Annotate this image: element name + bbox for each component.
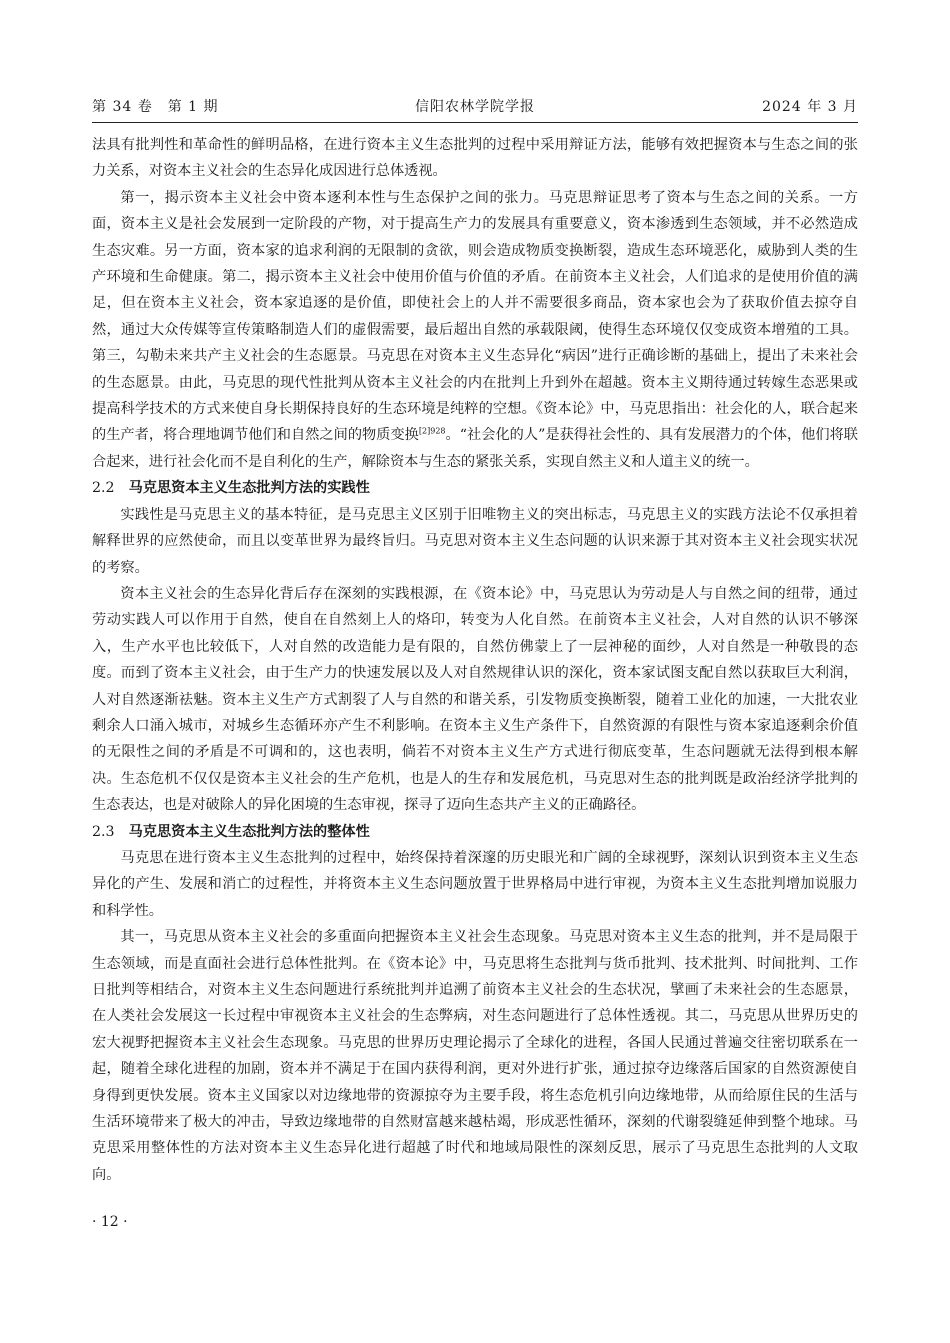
journal-name: 信阳农林学院学报 <box>415 99 535 115</box>
paragraph-dialectic-tension <box>92 185 858 475</box>
paragraph-practice-roots: 资本主义社会的生态异化背后存在深刻的实践根源，在《资本论》中，马克思认为劳动是人与自然之间的纽带，通过劳动实践人可以作用于自然，使自在自然刻上人的烙印，转变为人化自然。在前资本主义社会，人对自然的认识不够深入，生产水平也比较低下，人对自然的改造能力是有限的，自然仿佛蒙上了一层神秘的面纱，人对自然是一种敬畏的态度。而到了资本主义社会，由于生产力的快速发展以及人对自然规律认识的深化，资本家试图支配自然以获取巨大利润，人对自然逐渐祛魅。资本主义生产方式割裂了人与自然的和谐关系，引发物质变换断裂，随着工业化的加速，一大批农业剩余人口涌入城市，对城乡生态循环亦产生不利影响。在资本主义生产条件下，自然资源的有限性与资本家追逐剩余价值的无限性之间的矛盾是不可调和的，这也表明，倘若不对资本主义生产方式进行彻底变革，生态问题就无法得到根本解决。生态危机不仅仅是资本主义社会的生产危机，也是人的生存和发展危机，马克思对生态的批判既是政治经济学批判的生态表达，也是对破除人的异化困境的生态审视，探寻了迈向生态共产主义的正确路径。 <box>92 585 858 814</box>
section-number: 2.2 <box>92 480 115 497</box>
journal-volume-issue: 第 34 卷 第 1 期 <box>92 99 219 115</box>
section-heading-2-3 <box>92 819 858 845</box>
paragraph-continued: 法具有批判性和革命性的鲜明品格，在进行资本主义生态批判的过程中采用辩证方法，能够有效把握资本与生态之间的张力关系，对资本主义社会的生态异化成因进行总体透视。 <box>92 137 858 180</box>
paragraph-text: 。“社会化的人”是获得社会性的、具有发展潜力的个体，他们将联合起来，进行社会化而不是自利化的生产，解除资本与生态的紧张关系，实现自然主义和人道主义的统一。 <box>92 427 858 470</box>
paragraph-wholeness: 马克思在进行资本主义生态批判的过程中，始终保持着深邃的历史眼光和广阔的全球视野，深刻认识到资本主义生态异化的产生、发展和消亡的过程性，并将资本主义生态问题放置于世界格局中进行审视，为资本主义生态批判增加说服力和科学性。 <box>92 849 858 919</box>
section-heading-2-2 <box>92 475 858 501</box>
section-number: 2.3 <box>92 823 115 840</box>
header-rule <box>92 122 858 123</box>
page-number: · 12 · <box>92 1214 128 1230</box>
article-body <box>92 132 858 1188</box>
publication-date: 2024 年 3 月 <box>762 99 858 115</box>
running-header <box>92 92 858 122</box>
paragraph-practicality: 实践性是马克思主义的基本特征，是马克思主义区别于旧唯物主义的突出标志，马克思主义的实践方法论不仅承担着解释世界的应然使命，而且以变革世界为最终旨归。马克思对资本主义生态问题的认识来源于其对资本主义社会现实状况的考察。 <box>92 506 858 576</box>
section-title: 马克思资本主义生态批判方法的整体性 <box>128 823 370 840</box>
citation-ref[interactable]: [2]928 <box>418 426 446 436</box>
section-title: 马克思资本主义生态批判方法的实践性 <box>128 480 370 497</box>
paragraph-text: 第一，揭示资本主义社会中资本逐利本性与生态保护之间的张力。马克思辩证思考了资本与生态之间的关系。一方面，资本主义是社会发展到一定阶段的产物，对于提高生产力的发展具有重要意义，资本渗透到生态领域，并不必然造成生态灾难。另一方面，资本家的追求利润的无限制的贪欲，则会造成物质变换断裂，造成生态环境恶化，威胁到人类的生产环境和生命健康。第二，揭示资本主义社会中使用价值与价值的矛盾。在前资本主义社会，人们追求的是使用价值的满足，但在资本主义社会，资本家追逐的是价值，即使社会上的人并不需要很多商品，资本家也会为了获取价值去掠夺自然，通过大众传媒等宣传策略制造人们的虚假需要，最后超出自然的承载限阈，使得生态环境仅仅变成资本增殖的工具。第三，勾勒未来共产主义社会的生态愿景。马克思在对资本主义生态异化“病因”进行正确诊断的基础上，提出了未来社会的生态愿景。由此，马克思的现代性批判从资本主义社会的内在批判上升到外在超越。资本主义期待通过转嫁生态恶果或提高科学技术的方式来使自身长期保持良好的生态环境是纯粹的空想。《资本论》中，马克思指出：社会化的人，联合起来的生产者，将合理地调节他们和自然之间的物质变换 <box>92 189 858 444</box>
paragraph-multiple-facets: 其一，马克思从资本主义社会的多重面向把握资本主义社会生态现象。马克思对资本主义生态的批判，并不是局限于生态领域，而是直面社会进行总体性批判。在《资本论》中，马克思将生态批判与货币批判、技术批判、时间批判、工作日批判等相结合，对资本主义生态问题进行系统批判并追溯了前资本主义社会的生态状况，擘画了未来社会的生态愿景，在人类社会发展这一长过程中审视资本主义社会的生态弊病，对生态问题进行了总体性透视。其二，马克思从世界历史的宏大视野把握资本主义社会生态现象。马克思的世界历史理论揭示了全球化的进程，各国人民通过普遍交往密切联系在一起，随着全球化进程的加剧，资本并不满足于在国内获得利润，更对外进行扩张，通过掠夺边缘落后国家的自然资源使自身得到更快发展。资本主义国家以对边缘地带的资源掠夺为主要手段，将生态危机引向边缘地带，从而给原住民的生活与生活环境带来了极大的冲击，导致边缘地带的自然财富越来越枯竭，形成恶性循环，深刻的代谢裂缝延伸到整个地球。马克思采用整体性的方法对资本主义生态异化进行超越了时代和地域局限性的深刻反思，展示了马克思生态批判的人文取向。 <box>92 929 858 1183</box>
